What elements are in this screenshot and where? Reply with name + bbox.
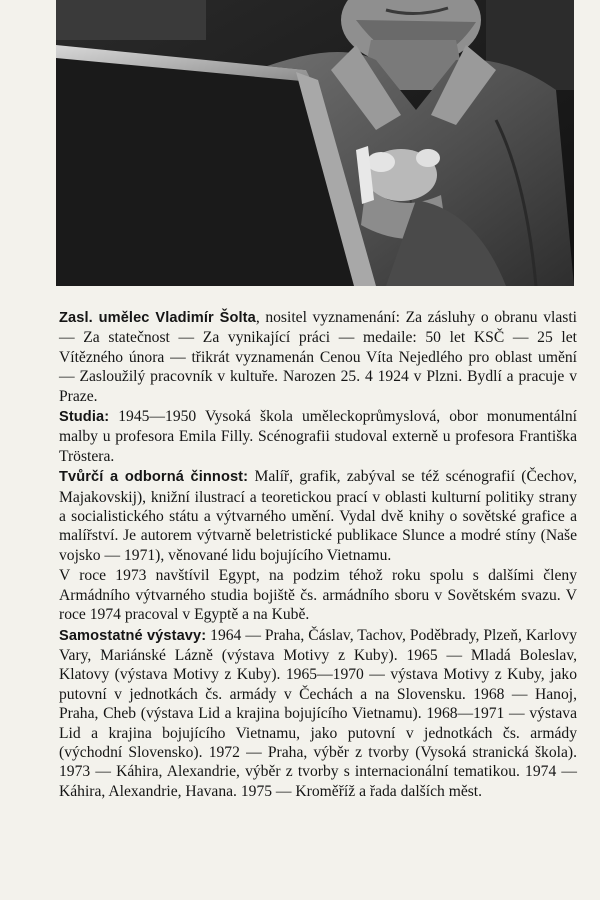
studia-lead: Studia: — [59, 409, 110, 426]
vystavy-paragraph — [59, 626, 577, 802]
intro-paragraph — [59, 308, 577, 406]
tvurci-paragraph — [59, 467, 577, 565]
travel-paragraph: V roce 1973 navštívil Egypt, na podzim téhož roku spolu s dalšími členy Armádního výtvarného studia bojiště čs. armádního sboru v Sovětském svazu. V roce 1974 pracoval v Egyptě a na Kubě. — [59, 567, 577, 624]
intro-text: , nositel vyznamenání: Za zásluhy o obranu vlasti — Za statečnost — Za vynikající práci — medaile: 50 let KSČ — 25 let Vítězného února — třikrát vyznamenán Cenou Víta Nejedlého pro oblast umění — Zasloužilý pracovník v kultuře. Narozen 25. 4 1924 v Plzni. Bydlí a pracuje v Praze. — [59, 309, 577, 405]
studia-text: 1945—1950 Vysoká škola uměleckoprůmyslová, obor monumentální malby u profesora Emila Filly. Scénografii studoval externě u profesora Františka Tröstera. — [59, 408, 577, 465]
portrait-image — [56, 0, 574, 286]
portrait-photo — [56, 0, 574, 286]
intro-lead: Zasl. umělec Vladimír Šolta — [59, 310, 256, 326]
tvurci-text: Malíř, grafik, zabýval se též scénografií (Čechov, Majakovskij), knižní ilustrací a teoretickou prací v oblasti kulturní politiky strany a socialistického státu a výtvarného umění. Vydal dvě knihy o sovětské grafice a malířství. Je autorem výtvarně beletristické publikace Slunce a modré stíny (Naše vojsko — 1971), věnované lidu bojujícího Vietnamu. — [59, 468, 577, 564]
biography-text — [59, 308, 577, 801]
vystavy-text: 1964 — Praha, Čáslav, Tachov, Poděbrady, Plzeň, Karlovy Vary, Mariánské Lázně (výstava Motivy z Kuby). 1965 — Mladá Boleslav, Klatovy (výstava Motivy z Kuby). 1965—1970 — výstava Motivy z Kuby, jako putovní v jednotkách čs. armády v Čechách a na Slovensku. 1968 — Hanoj, Praha, Cheb (výstava Lid a krajina bojujícího Vietnamu). 1968—1971 — výstava Lid a krajina bojujícího Vietnamu, jako putovní v jednotkách čs. armády (východní Slovensko). 1972 — Praha, výběr z tvorby (Vysoká stranická škola). 1973 — Káhira, Alexandrie, výběr z tvorby s internacionální tematikou. 1974 — Káhira, Alexandrie, Havana. 1975 — Kroměříž a řada dalších měst. — [59, 626, 577, 800]
tvurci-lead: Tvůrčí a odborná činnost: — [59, 469, 249, 486]
vystavy-lead: Samostatné výstavy: — [59, 627, 207, 644]
studia-paragraph — [59, 407, 577, 466]
